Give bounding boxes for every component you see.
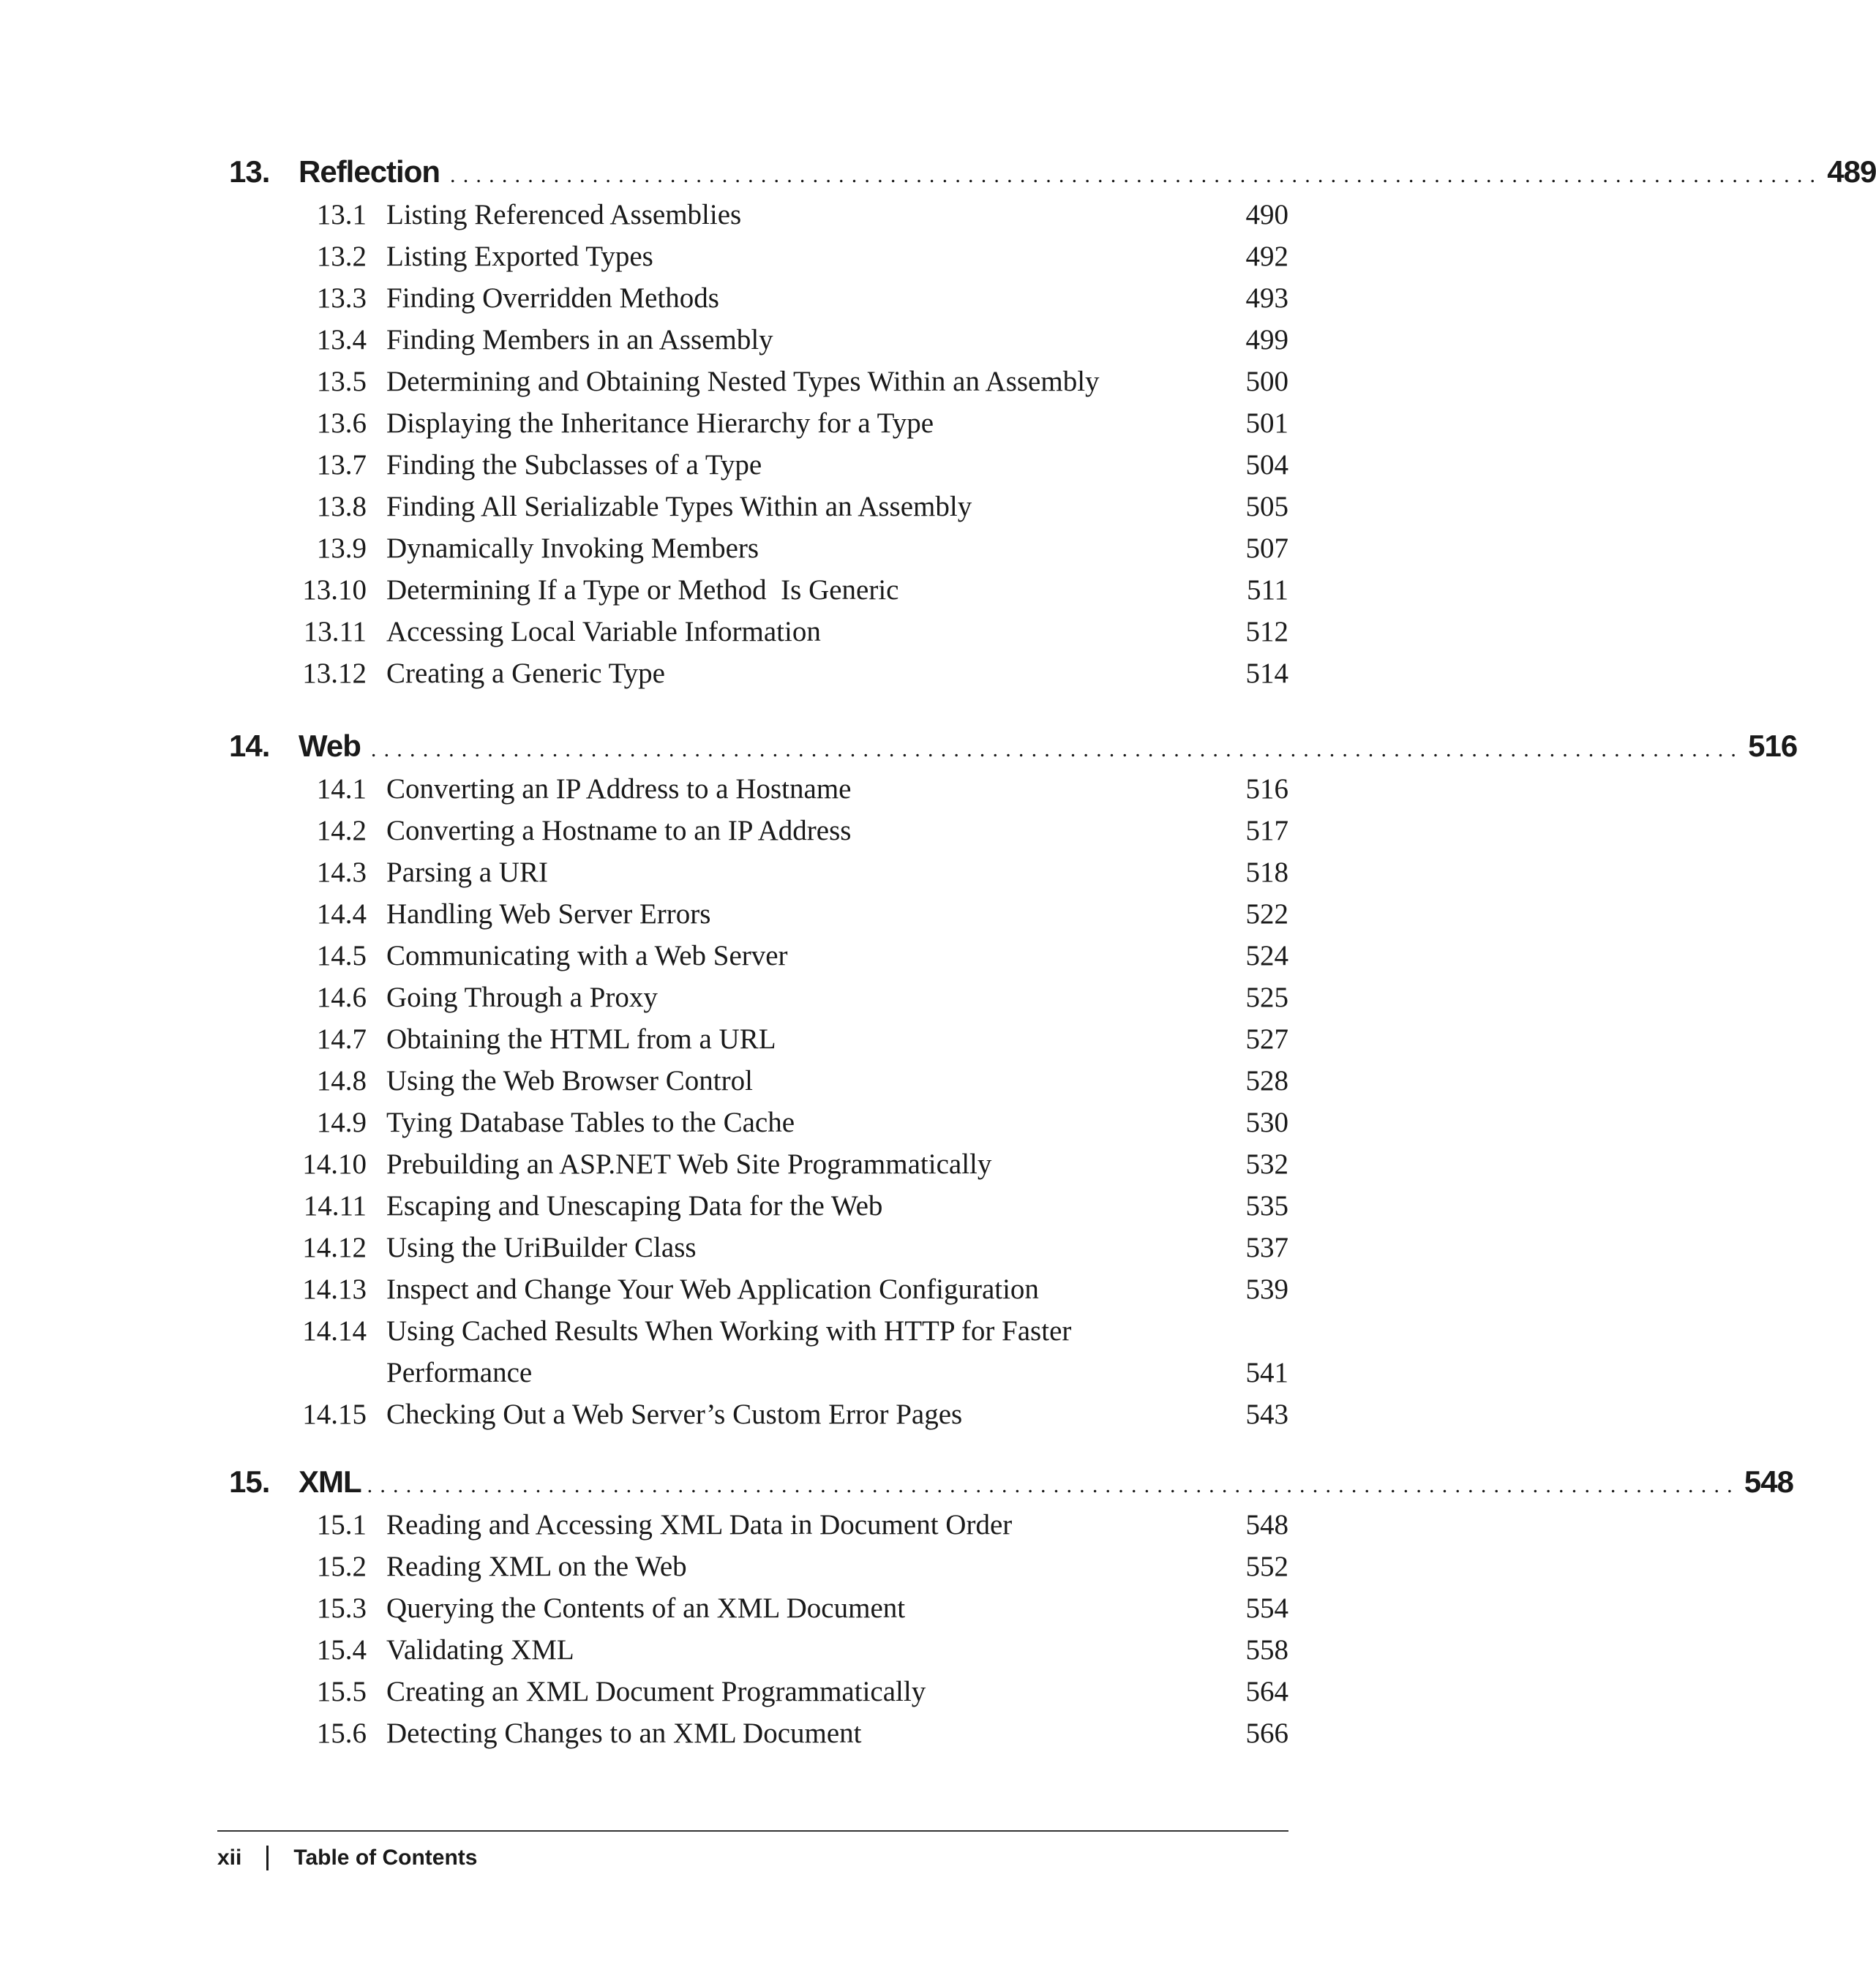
entry-number: 13.6 bbox=[316, 407, 367, 439]
chapter-heading bbox=[229, 1460, 1793, 1504]
chapter-title: Web bbox=[299, 729, 361, 763]
entry-page: 505 bbox=[1245, 491, 1288, 522]
entry-title: Checking Out a Web Server’s Custom Error Pages bbox=[386, 1399, 963, 1430]
entry-page: 522 bbox=[1245, 898, 1288, 930]
entry-number: 14.3 bbox=[316, 857, 367, 888]
entry-number: 15.5 bbox=[316, 1676, 367, 1707]
footer-separator bbox=[266, 1846, 269, 1870]
entry-page: 514 bbox=[1245, 658, 1288, 689]
toc-entry bbox=[229, 1268, 1288, 1310]
entry-title: Finding All Serializable Types Within an Assembly bbox=[386, 491, 972, 522]
entry-number: 14.11 bbox=[303, 1190, 367, 1222]
toc-entry bbox=[229, 611, 1288, 652]
entry-title: Creating an XML Document Programmatically bbox=[386, 1676, 926, 1707]
entry-page: 532 bbox=[1245, 1148, 1288, 1180]
toc-entry bbox=[229, 1629, 1288, 1671]
entry-title: Converting an IP Address to a Hostname bbox=[386, 773, 852, 805]
chapter-page: 516 bbox=[1748, 729, 1798, 763]
entry-number: 13.11 bbox=[303, 616, 367, 647]
entry-number: 15.3 bbox=[316, 1592, 367, 1624]
entry-title: Determining and Obtaining Nested Types Within an Assembly bbox=[386, 366, 1100, 397]
toc-entry bbox=[229, 1185, 1288, 1227]
entry-title: Finding Overridden Methods bbox=[386, 282, 719, 314]
entry-title: Querying the Contents of an XML Document bbox=[386, 1592, 906, 1624]
chapter-number: 14. bbox=[229, 729, 270, 763]
entry-title: Escaping and Unescaping Data for the Web bbox=[386, 1190, 883, 1222]
entry-page: 511 bbox=[1246, 574, 1288, 606]
entry-title: Displaying the Inheritance Hierarchy for a Type bbox=[386, 407, 934, 439]
entry-number: 15.4 bbox=[316, 1634, 367, 1666]
dot-leader: .......................................................................................................... bbox=[367, 1473, 1740, 1497]
toc-entry bbox=[229, 319, 1288, 361]
entry-number: 14.12 bbox=[302, 1232, 367, 1263]
toc-entry bbox=[229, 1060, 1288, 1102]
entry-number: 14.7 bbox=[316, 1023, 367, 1055]
entry-number: 13.12 bbox=[302, 658, 367, 689]
toc-entry bbox=[229, 768, 1288, 810]
entry-page: 518 bbox=[1245, 857, 1288, 888]
toc-entry bbox=[229, 402, 1288, 444]
entry-page: 490 bbox=[1245, 199, 1288, 230]
entry-page: 504 bbox=[1245, 449, 1288, 481]
toc-entry bbox=[229, 1018, 1288, 1060]
dot-leader: .......................................................................................................... bbox=[450, 163, 1823, 187]
entry-title: Validating XML bbox=[386, 1634, 574, 1666]
toc-entry bbox=[229, 1712, 1288, 1754]
toc-entry bbox=[229, 1310, 1288, 1394]
entry-title: Using the Web Browser Control bbox=[386, 1065, 753, 1097]
entry-number: 13.4 bbox=[316, 324, 367, 356]
dot-leader: .......................................................................................................... bbox=[370, 737, 1744, 761]
entry-number: 14.1 bbox=[316, 773, 367, 805]
entry-page: 501 bbox=[1245, 407, 1288, 439]
entry-page: 541 bbox=[1245, 1357, 1288, 1388]
toc-entry bbox=[229, 236, 1288, 277]
toc-entry bbox=[229, 652, 1288, 694]
entry-page: 516 bbox=[1245, 773, 1288, 805]
toc-entry bbox=[229, 935, 1288, 977]
entry-number: 13.5 bbox=[316, 366, 367, 397]
entry-number: 14.15 bbox=[302, 1399, 367, 1430]
entry-page: 558 bbox=[1245, 1634, 1288, 1666]
chapter-13 bbox=[229, 150, 1876, 694]
entry-title: Obtaining the HTML from a URL bbox=[386, 1023, 776, 1055]
entry-title: Creating a Generic Type bbox=[386, 658, 665, 689]
entry-title: Dynamically Invoking Members bbox=[386, 533, 759, 564]
toc-entry bbox=[229, 1102, 1288, 1143]
chapter-title-row bbox=[299, 724, 1798, 768]
entry-title: Accessing Local Variable Information bbox=[386, 616, 821, 647]
entry-title: Finding the Subclasses of a Type bbox=[386, 449, 762, 481]
entry-page: 566 bbox=[1245, 1718, 1288, 1749]
entry-title: Reading XML on the Web bbox=[386, 1551, 687, 1582]
entry-title: Finding Members in an Assembly bbox=[386, 324, 773, 356]
entry-number: 13.1 bbox=[316, 199, 367, 230]
toc-entry bbox=[229, 1227, 1288, 1268]
entry-number: 13.10 bbox=[302, 574, 367, 606]
entry-number: 15.1 bbox=[316, 1509, 367, 1541]
chapter-title: XML bbox=[299, 1464, 361, 1499]
entry-number: 14.8 bbox=[316, 1065, 367, 1097]
toc-entry bbox=[229, 1587, 1288, 1629]
entry-number: 14.4 bbox=[316, 898, 367, 930]
entry-title: Detecting Changes to an XML Document bbox=[386, 1718, 862, 1749]
entry-title: Parsing a URI bbox=[386, 857, 548, 888]
entry-page: 554 bbox=[1245, 1592, 1288, 1624]
toc-entry bbox=[229, 1546, 1288, 1587]
entry-number: 15.2 bbox=[316, 1551, 367, 1582]
entry-page: 530 bbox=[1245, 1107, 1288, 1138]
entry-title: Listing Referenced Assemblies bbox=[386, 199, 742, 230]
entry-title: Determining If a Type or Method Is Generic bbox=[386, 574, 899, 606]
footer-section-title: Table of Contents bbox=[293, 1846, 478, 1870]
entry-title: Converting a Hostname to an IP Address bbox=[386, 815, 852, 846]
entry-title: Tying Database Tables to the Cache bbox=[386, 1107, 795, 1138]
entry-title: Inspect and Change Your Web Application Configuration bbox=[386, 1274, 1039, 1305]
chapter-page: 489 bbox=[1827, 154, 1876, 189]
chapter-title-row bbox=[299, 1460, 1793, 1504]
entry-number: 13.9 bbox=[316, 533, 367, 564]
toc-entry bbox=[229, 810, 1288, 851]
entry-page: 548 bbox=[1245, 1509, 1288, 1541]
entry-page: 552 bbox=[1245, 1551, 1288, 1582]
entry-page: 528 bbox=[1245, 1065, 1288, 1097]
toc-entry bbox=[229, 486, 1288, 527]
chapter-number: 15. bbox=[229, 1464, 270, 1499]
entry-title: Reading and Accessing XML Data in Document Order bbox=[386, 1509, 1013, 1541]
entry-title: Listing Exported Types bbox=[386, 241, 653, 272]
chapter-heading bbox=[229, 150, 1876, 194]
entry-page: 537 bbox=[1245, 1232, 1288, 1263]
entry-number: 14.14 bbox=[302, 1315, 367, 1347]
toc-entry bbox=[229, 194, 1288, 236]
entry-title: Using Cached Results When Working with HTTP for Faster Performance bbox=[386, 1315, 1072, 1388]
page-footer bbox=[217, 1830, 1288, 1870]
entry-page: 524 bbox=[1245, 940, 1288, 971]
chapter-number: 13. bbox=[229, 154, 270, 189]
entry-page: 564 bbox=[1245, 1676, 1288, 1707]
entry-number: 14.5 bbox=[316, 940, 367, 971]
toc-entry bbox=[229, 1671, 1288, 1712]
toc-entry bbox=[229, 1504, 1288, 1546]
entry-number: 13.2 bbox=[316, 241, 367, 272]
chapter-14 bbox=[229, 724, 1798, 1435]
toc-entry bbox=[229, 1143, 1288, 1185]
entry-number: 15.6 bbox=[316, 1718, 367, 1749]
entry-number: 14.9 bbox=[316, 1107, 367, 1138]
toc-entry bbox=[229, 277, 1288, 319]
toc-entry bbox=[229, 893, 1288, 935]
chapter-15 bbox=[229, 1460, 1793, 1754]
entry-page: 517 bbox=[1245, 815, 1288, 846]
entry-number: 14.6 bbox=[316, 982, 367, 1013]
toc-entry bbox=[229, 527, 1288, 569]
toc-entry bbox=[229, 444, 1288, 486]
toc-entry bbox=[229, 569, 1288, 611]
entry-number: 14.13 bbox=[302, 1274, 367, 1305]
entry-page: 527 bbox=[1245, 1023, 1288, 1055]
chapter-title: Reflection bbox=[299, 154, 440, 189]
chapter-title-row bbox=[299, 150, 1876, 194]
entry-number: 14.2 bbox=[316, 815, 367, 846]
footer-text bbox=[217, 1840, 477, 1876]
entry-title: Prebuilding an ASP.NET Web Site Programmatically bbox=[386, 1148, 992, 1180]
entry-number: 13.8 bbox=[316, 491, 367, 522]
entry-page: 507 bbox=[1245, 533, 1288, 564]
entry-page: 500 bbox=[1245, 366, 1288, 397]
entry-number: 14.10 bbox=[302, 1148, 367, 1180]
toc-entry bbox=[229, 361, 1288, 402]
chapter-page: 548 bbox=[1744, 1464, 1793, 1499]
entry-page: 492 bbox=[1245, 241, 1288, 272]
entry-page: 525 bbox=[1245, 982, 1288, 1013]
entry-page: 543 bbox=[1245, 1399, 1288, 1430]
entry-number: 13.3 bbox=[316, 282, 367, 314]
entry-page: 499 bbox=[1245, 324, 1288, 356]
entry-title: Going Through a Proxy bbox=[386, 982, 658, 1013]
entry-number: 13.7 bbox=[316, 449, 367, 481]
chapter-heading bbox=[229, 724, 1798, 768]
entry-title: Handling Web Server Errors bbox=[386, 898, 711, 930]
footer-page-number: xii bbox=[217, 1846, 242, 1870]
toc-entry bbox=[229, 851, 1288, 893]
toc-entry bbox=[229, 977, 1288, 1018]
entry-title: Using the UriBuilder Class bbox=[386, 1232, 697, 1263]
entry-page: 493 bbox=[1245, 282, 1288, 314]
entry-page: 535 bbox=[1245, 1190, 1288, 1222]
entry-title: Communicating with a Web Server bbox=[386, 940, 788, 971]
toc-entry bbox=[229, 1394, 1288, 1435]
entry-page: 539 bbox=[1245, 1274, 1288, 1305]
entry-page: 512 bbox=[1245, 616, 1288, 647]
